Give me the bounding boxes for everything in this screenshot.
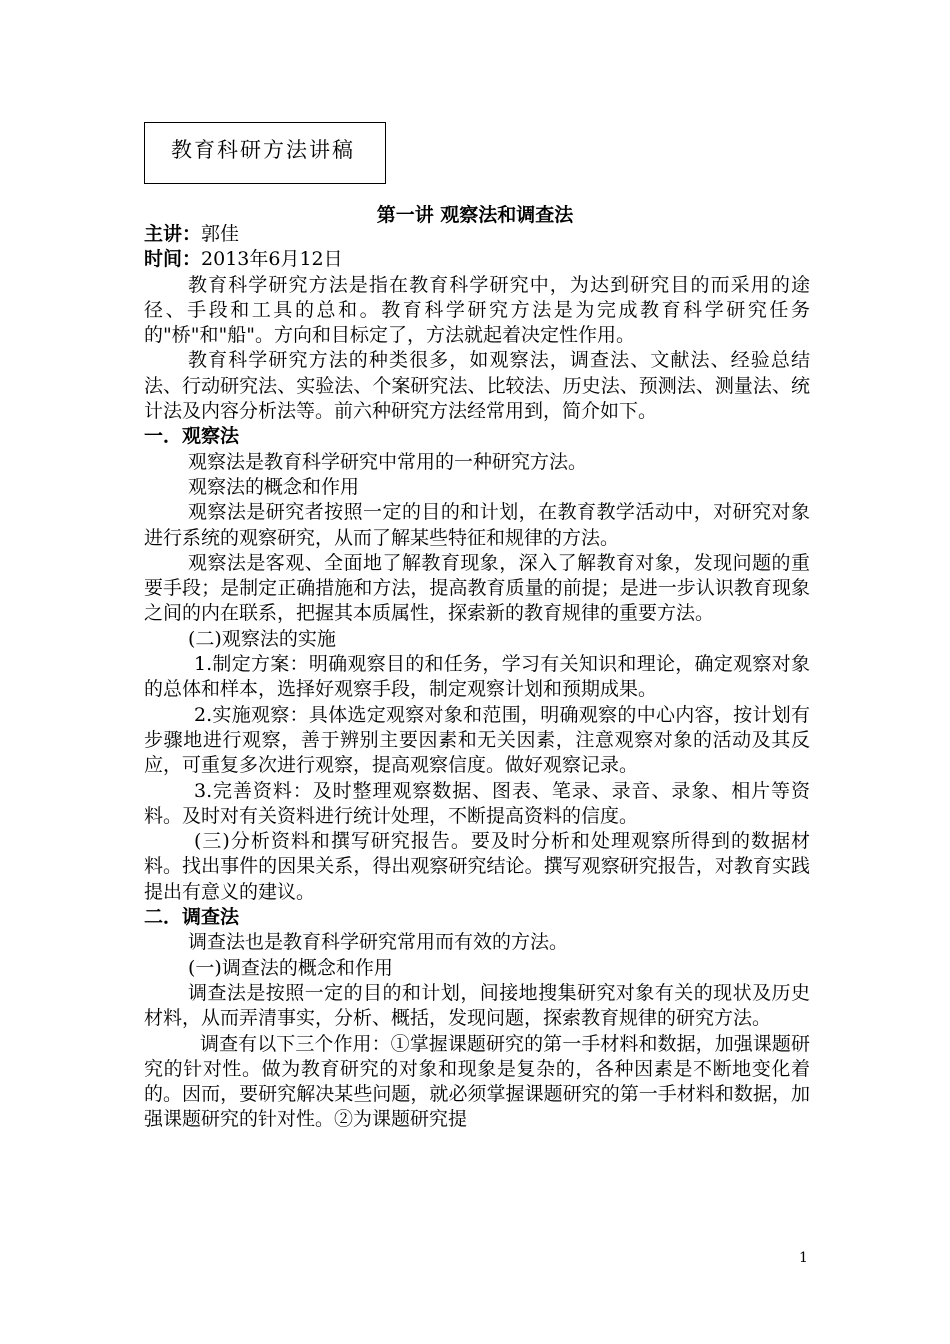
- paragraph: (三)分析资料和撰写研究报告。要及时分析和处理观察所得到的数据材料。找出事件的因果关系，得出观察研究结论。撰写观察研究报告，对教育实践提出有意义的建议。: [144, 830, 810, 903]
- paragraph: 观察法是教育科学研究中常用的一种研究方法。: [188, 450, 588, 473]
- date-value: 2013年6月12日: [201, 248, 343, 271]
- document-body: [144, 222, 810, 1133]
- paragraph: 2.实施观察：具体选定观察对象和范围，明确观察的中心内容，按计划有步骤地进行观察，善于辨别主要因素和无关因素，注意观察对象的活动及其反应，可重复多次进行观察，提高观察信度。做好观察记录。: [144, 703, 810, 777]
- section-heading: 一．观察法: [144, 425, 240, 448]
- section-heading: 二．调查法: [144, 906, 240, 929]
- lecture-title: 第一讲 观察法和调查法: [376, 204, 574, 226]
- page-number: 1: [799, 1250, 808, 1266]
- date-line: [144, 247, 810, 272]
- lecturer-label: 主讲：: [144, 223, 202, 245]
- paragraph: 教育科学研究方法的种类很多，如观察法，调查法、文献法、经验总结法、行动研究法、实验法、个案研究法、比较法、历史法、预测法、测量法、统计法及内容分析法等。前六种研究方法经常用到，简介如下。: [144, 349, 810, 423]
- document-title-box: [144, 122, 386, 184]
- paragraph: 调查有以下三个作用：①掌握课题研究的第一手材料和数据，加强课题研究的针对性。做为教育研究的对象和现象是复杂的，各种因素是不断地变化着的。因而，要研究解决某些问题，就必须掌握课题研究的第一手材料和数据，加强课题研究的针对性。②为课题研究提: [144, 1032, 810, 1131]
- date-label: 时间：: [144, 248, 202, 271]
- subsection-heading: (二)观察法的实施: [188, 627, 336, 650]
- paragraph: 教育科学研究方法是指在教育科学研究中，为达到研究目的而采用的途径、手段和工具的总和。教育科学研究方法是为完成教育科学研究任务的"桥"和"船"。方向和目标定了，方法就起着决定性作用。: [144, 273, 810, 347]
- paragraph: 观察法是研究者按照一定的目的和计划，在教育教学活动中，对研究对象进行系统的观察研究，从而了解某些特征和规律的方法。: [144, 501, 810, 549]
- lecturer-line: [144, 222, 810, 247]
- lecturer-name: 郭佳: [201, 223, 240, 245]
- paragraph: 调查法是按照一定的目的和计划，间接地搜集研究对象有关的现状及历史材料，从而弄清事实，分析、概括，发现问题，探索教育规律的研究方法。: [144, 981, 810, 1030]
- paragraph: 观察法是客观、全面地了解教育现象，深入了解教育对象，发现问题的重要手段；是制定正确措施和方法，提高教育质量的前提；是进一步认识教育现象之间的内在联系，把握其本质属性，探索新的教育规律的重要方法。: [144, 551, 810, 625]
- subsection-heading: (一)调查法的概念和作用: [188, 956, 393, 979]
- subsection-heading: 观察法的概念和作用: [188, 475, 360, 498]
- paragraph: 调查法也是教育科学研究常用而有效的方法。: [188, 931, 569, 954]
- document-title: 教育科研方法讲稿: [171, 138, 355, 162]
- paragraph: 1.制定方案：明确观察目的和任务，学习有关知识和理论，确定观察对象的总体和样本，选择好观察手段，制定观察计划和预期成果。: [144, 653, 810, 701]
- paragraph: 3.完善资料：及时整理观察数据、图表、笔录、录音、录象、相片等资料。及时对有关资料进行统计处理，不断提高资料的信度。: [144, 779, 810, 827]
